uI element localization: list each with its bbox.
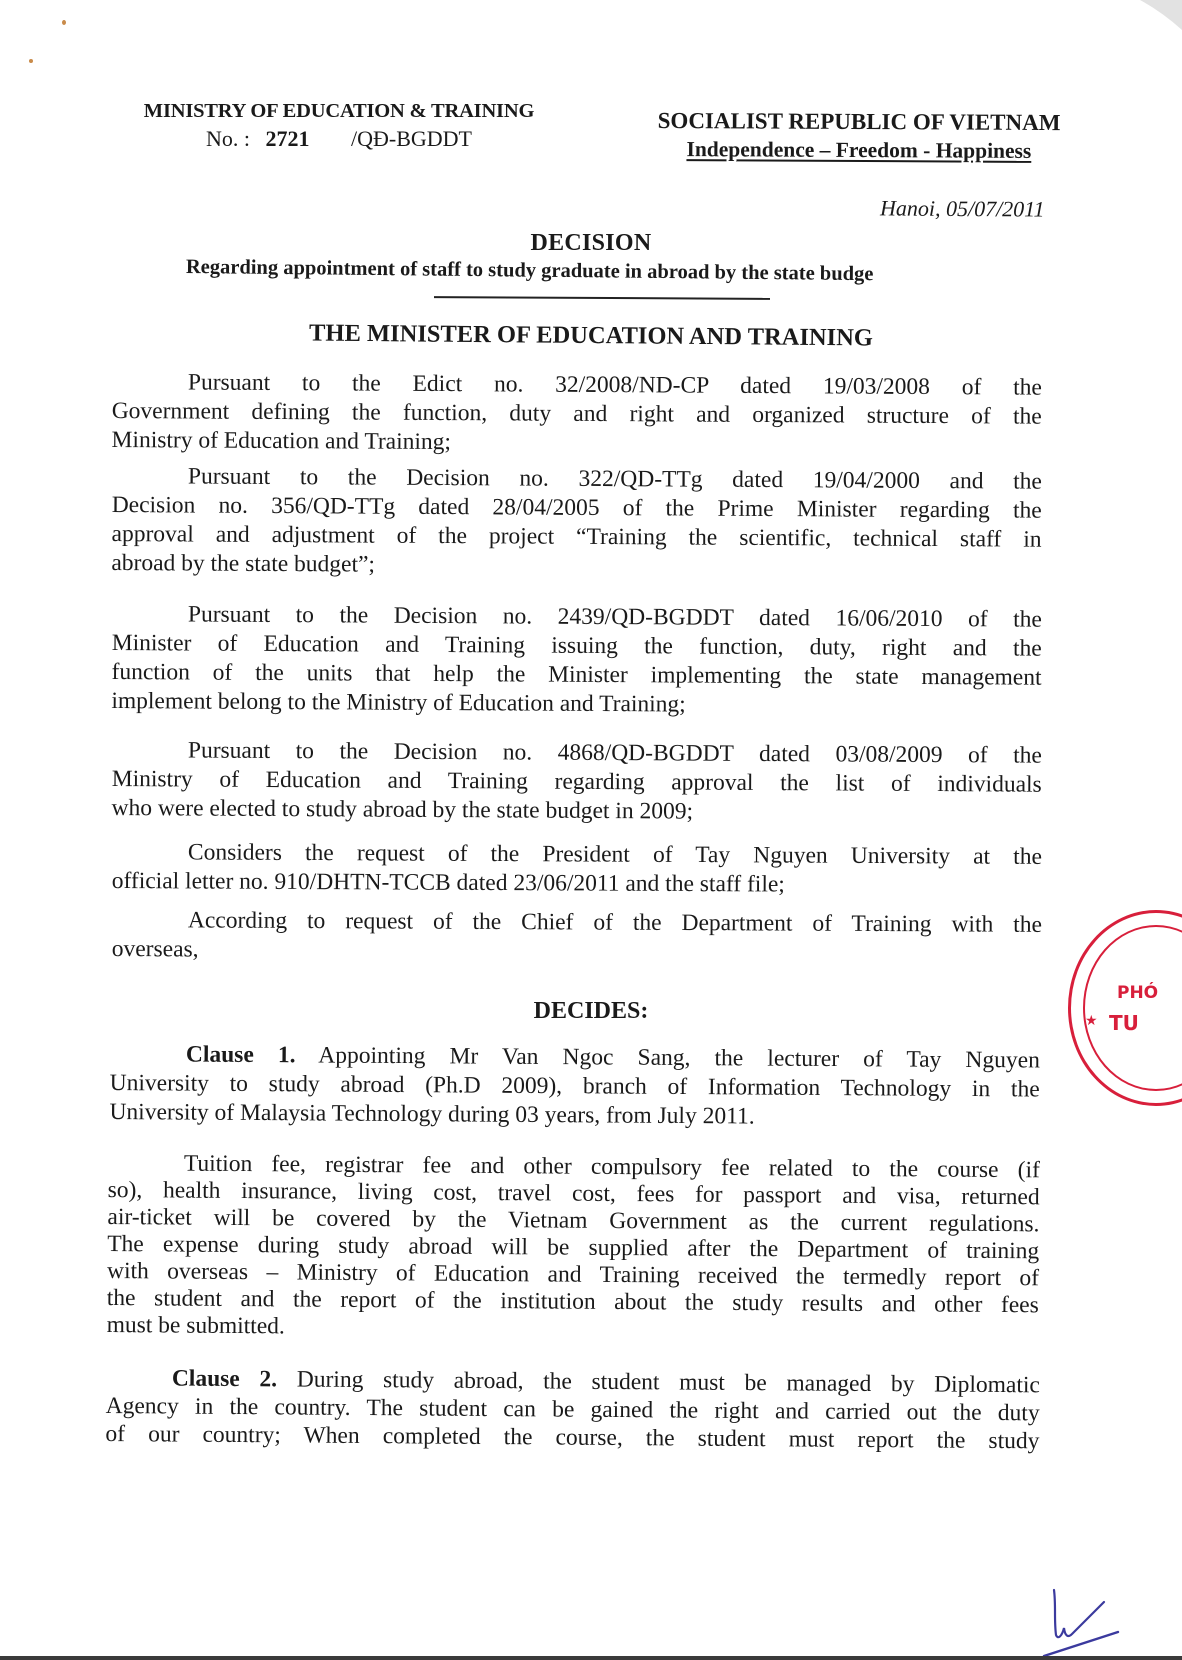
country-name: SOCIALIST REPUBLIC OF VIETNAM	[657, 107, 1061, 136]
clause-1: Clause 1. Appointing Mr Van Ngoc Sang, the lecturer of Tay Nguyen University to study abroad (Ph.D 2009), branch of Information Technology in the University of Malaysia Technology during 03 years, from July 2011.	[109, 1041, 1040, 1130]
place-date: Hanoi, 05/07/2011	[879, 195, 1045, 222]
preamble-paragraph-4: Pursuant to the Decision no. 4868/QD-BGDDT dated 03/08/2009 of the Ministry of Education and Training regarding approval the list of individuals who were elected to study abroad by the state budget in 2009;	[111, 737, 1042, 825]
number-suffix: /QĐ-BGDDT	[351, 126, 472, 151]
scan-speck	[29, 59, 33, 63]
preamble-paragraph-1: Pursuant to the Edict no. 32/2008/ND-CP dated 19/03/2008 of the Government defining the function, duty and right and organized structure of the Ministry of Education and Training;	[111, 369, 1042, 456]
national-motto: Independence – Freedom - Happiness	[686, 137, 1032, 163]
page-bottom-edge	[0, 1656, 1182, 1660]
page-fold-shadow	[1122, 0, 1182, 40]
preamble-paragraph-6: According to request of the Chief of the Department of Training with the overseas,	[111, 907, 1042, 963]
signature-initials	[1040, 1580, 1130, 1660]
document-subject: Regarding appointment of staff to study graduate in abroad by the state budge	[185, 256, 874, 286]
clause-label: Clause 2.	[171, 1365, 278, 1393]
document-number	[124, 125, 554, 152]
preamble-paragraph-2: Pursuant to the Decision no. 322/QD-TTg dated 19/04/2000 and the Decision no. 356/QD-TTg dated 28/04/2005 of the Prime Minister regarding the approval and adjustment of the project “Training the scientific, technical staff in abroad by the state budget”;	[111, 463, 1042, 578]
document-title: DECISION	[530, 230, 652, 256]
issuing-authority: THE MINISTER OF EDUCATION AND TRAINING	[308, 319, 874, 352]
number-prefix: No. :	[206, 126, 250, 151]
clause-1-funding-paragraph: Tuition fee, registrar fee and other compulsory fee related to the course (if so), health insurance, living cost, travel cost, fees for passport and visa, returned air-ticket will be covered by the Vietnam Government as the current regulations. The expense during study abroad will be supplied after the Department of training with overseas – Ministry of Education and Training received the termedly report of the student and the report of the institution about the study results and other fees must be submitted.	[106, 1150, 1040, 1340]
official-seal-stamp	[1068, 910, 1182, 1106]
seal-text-line-1: PHÓ	[1117, 983, 1159, 1003]
clause-label: Clause 1.	[185, 1041, 296, 1069]
scan-speck	[62, 20, 66, 25]
number-value: 2721	[265, 126, 310, 151]
preamble-paragraph-5: Considers the request of the President of Tay Nguyen University at the official letter no. 910/DHTN-TCCB dated 23/06/2011 and the staff file;	[111, 839, 1042, 898]
national-header	[644, 107, 1074, 165]
preamble-paragraph-3: Pursuant to the Decision no. 2439/QD-BGDDT dated 16/06/2010 of the Minister of Education and Training issuing the function, duty, right and the function of the units that help the Minister implementing the state management implement belong to the Ministry of Education and Training;	[111, 601, 1042, 718]
subject-underline	[434, 296, 770, 300]
seal-text-line-2: TU	[1109, 1011, 1139, 1035]
decides-heading: DECIDES:	[533, 998, 649, 1024]
clause-2: Clause 2. During study abroad, the student must be managed by Diplomatic Agency in the country. The student can be gained the right and carried out the duty of our country; When completed the course, the student must report the study	[105, 1365, 1040, 1455]
issuer-block	[124, 98, 554, 152]
ministry-name: MINISTRY OF EDUCATION & TRAINING	[143, 100, 535, 122]
seal-star-icon: ★	[1085, 1014, 1098, 1029]
seal-inner-ring	[1083, 925, 1182, 1091]
